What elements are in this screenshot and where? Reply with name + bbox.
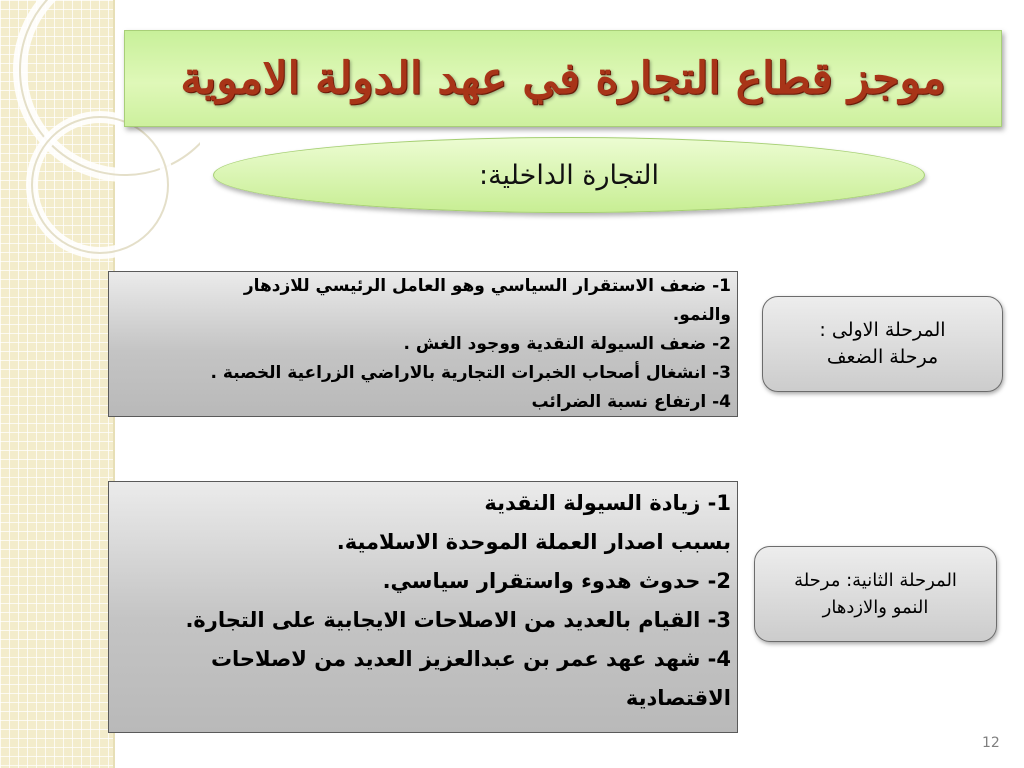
stage1-point: 2- ضعف السيولة النقدية ووجود الغش . <box>403 334 731 354</box>
stage1-label-line2: مرحلة الضعف <box>826 346 939 368</box>
stage2-point: بسبب اصدار العملة الموحدة الاسلامية. <box>336 530 731 554</box>
stage2-point: 2- حدوث هدوء واستقرار سياسي. <box>382 569 731 593</box>
stage1-label-box <box>762 296 1003 392</box>
page-number: 12 <box>982 735 1000 751</box>
stage2-point: 3- القيام بالعديد من الاصلاحات الايجابية على التجارة. <box>185 608 731 632</box>
stage2-label-line1: المرحلة الثانية: مرحلة <box>794 570 957 591</box>
stage2-point: 1- زيادة السيولة النقدية <box>484 491 731 515</box>
stage1-label-line1: المرحلة الاولى : <box>819 319 946 341</box>
slide-title: موجز قطاع التجارة في عهد الدولة الاموية <box>180 53 946 104</box>
stage2-label-line2: النمو والازدهار <box>822 597 929 618</box>
stage2-point: 4- شهد عهد عمر بن عبدالعزيز العديد من لاصلاحات <box>210 647 731 671</box>
title-banner <box>124 30 1002 127</box>
stage1-point: 1- ضعف الاستقرار السياسي وهو العامل الرئيسي للازدهار <box>243 276 731 296</box>
stage1-point: والنمو. <box>672 305 731 325</box>
subtitle-oval <box>213 137 925 213</box>
stage1-point: 3- انشغال أصحاب الخبرات التجارية بالاراضي الزراعية الخصبة . <box>210 363 731 383</box>
stage2-points-box <box>108 481 738 733</box>
subtitle-text: التجارة الداخلية: <box>478 159 660 191</box>
stage1-point: 4- ارتفاع نسبة الضرائب <box>531 392 731 412</box>
stage2-label-box <box>754 546 997 642</box>
stage2-point: الاقتصادية <box>625 686 731 710</box>
stage1-points-box <box>108 271 738 417</box>
